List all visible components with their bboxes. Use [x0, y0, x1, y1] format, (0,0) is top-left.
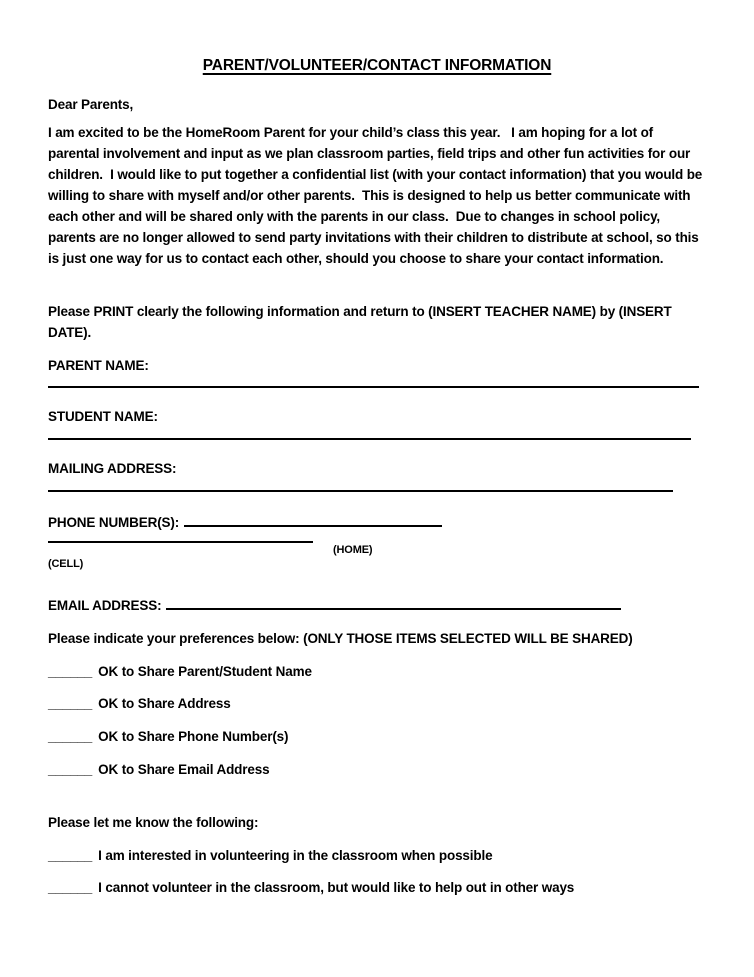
email-address-label: EMAIL ADDRESS:: [48, 598, 162, 613]
preferences-header: Please indicate your preferences below: (ONLY THOSE ITEMS SELECTED WILL BE SHARED): [48, 631, 633, 646]
pref-item-share-phone: [48, 726, 288, 747]
phone-home-line: [184, 512, 442, 527]
checkbox-blank: ______: [48, 880, 93, 895]
parent-name-line: [48, 386, 699, 388]
volunteer-item-label: I cannot volunteer in the classroom, but would like to help out in other ways: [98, 880, 575, 895]
instructions-paragraph: Please PRINT clearly the following information and return to (INSERT TEACHER NAME) by (INSERT DATE).: [48, 304, 676, 340]
pref-item-label: OK to Share Email Address: [98, 762, 270, 777]
page-title: PARENT/VOLUNTEER/CONTACT INFORMATION: [202, 57, 552, 74]
checkbox-blank: ______: [48, 762, 93, 777]
pref-item-label: OK to Share Address: [98, 696, 231, 711]
volunteer-item-cannot: [48, 877, 574, 898]
pref-item-share-address: [48, 693, 231, 714]
phone-number-label: PHONE NUMBER(S):: [48, 515, 180, 530]
mailing-address-label: MAILING ADDRESS:: [48, 461, 177, 476]
phone-number-row: [48, 512, 442, 533]
email-address-line: [166, 595, 621, 610]
email-address-row: [48, 595, 621, 616]
phone-cell-line: [48, 541, 313, 543]
intro-paragraph: I am excited to be the HomeRoom Parent for your child’s class this year. I am hoping for a lot of parental involvement and input as we plan classroom parties, field trips and other fun activities for our children. I would like to put together a confidential list (with your contact information) that you would be willing to share with myself and/or other parents. This is designed to help us better communicate with each other and will be shared only with the parents in our class. Due to changes in school policy, parents are no longer allowed to send party invitations with their children to distribute at school, so this is just one way for us to contact each other, should you choose to share your contact information.: [48, 125, 706, 266]
volunteer-item-interested: [48, 845, 492, 866]
checkbox-blank: ______: [48, 696, 93, 711]
pref-item-share-email: [48, 759, 269, 780]
pref-item-share-name: [48, 661, 312, 682]
volunteer-item-label: I am interested in volunteering in the classroom when possible: [98, 848, 493, 863]
checkbox-blank: ______: [48, 729, 93, 744]
mailing-address-line: [48, 490, 673, 492]
salutation: Dear Parents,: [48, 97, 134, 112]
volunteer-header: Please let me know the following:: [48, 815, 259, 830]
student-name-label: STUDENT NAME:: [48, 409, 158, 424]
checkbox-blank: ______: [48, 848, 93, 863]
phone-cell-caption: (CELL): [48, 558, 84, 570]
pref-item-label: OK to Share Phone Number(s): [98, 729, 289, 744]
pref-item-label: OK to Share Parent/Student Name: [98, 664, 312, 679]
parent-name-label: PARENT NAME:: [48, 358, 149, 373]
student-name-line: [48, 438, 691, 440]
phone-home-caption: (HOME): [333, 544, 373, 556]
checkbox-blank: ______: [48, 664, 93, 679]
